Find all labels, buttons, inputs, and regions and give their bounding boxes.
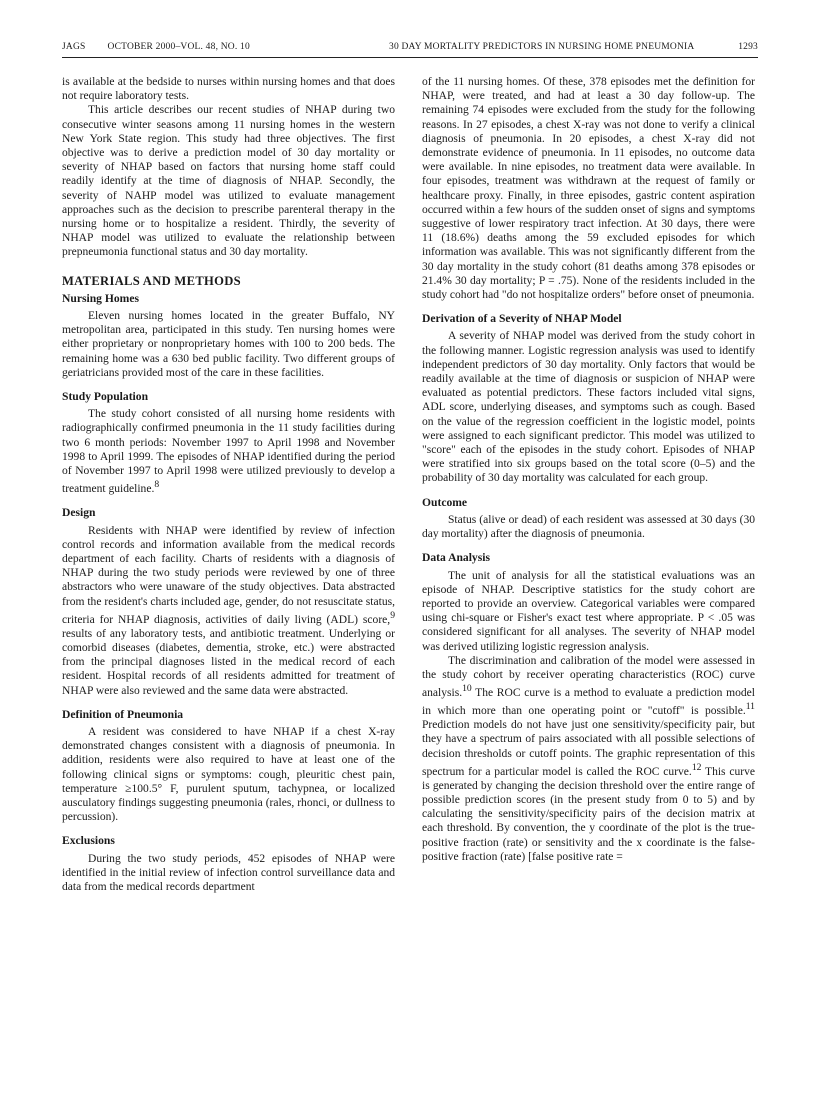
- subheading-data-analysis: Data Analysis: [422, 551, 490, 565]
- subheading-derivation: Derivation of a Severity of NHAP Model: [422, 312, 622, 326]
- header-rule: [62, 57, 758, 58]
- journal-name: JAGS: [62, 42, 86, 52]
- subheading-exclusions: Exclusions: [62, 834, 115, 848]
- left-column: [62, 75, 395, 894]
- paragraph-study-population: [62, 407, 395, 496]
- data-analysis-text-c: Prediction models do not have just one sensitivity/specificity pair, but they have a spectrum of pairs associated with all possible selections of decision thresholds or cutoff points. The graphic representation of this spectrum for a particular model is called the ROC curve.: [422, 719, 755, 778]
- study-population-text: The study cohort consisted of all nursing home residents with radiographically confirmed pneumonia in the 11 study facilities during two 6 month periods: November 1997 to April 1998 and November 1998 to April 1999. The episodes of NHAP identified during the period of November 1997 to April 1998 were utilized previously to develop a treatment guideline.: [62, 408, 395, 496]
- running-header: [62, 42, 758, 58]
- paragraph-data-analysis-1: The unit of analysis for all the statistical evaluations was an episode of NHAP. Descriptive statistics for the study cohort are reported to provide an overview. Categorical variables were compared using chi-square or Fisher's exact test where appropriate. P < .05 was considered significant for all analyses. The severity of NHAP model was derived utilizing logistic regression analysis.: [422, 569, 755, 653]
- subheading-outcome: Outcome: [422, 495, 468, 509]
- data-analysis-text-d: This curve is generated by changing the decision threshold over the entire range of possible prediction scores (in the present study from 0 to 5) and by calculating the sensitivity/specificity pairs of the decision matrix at each threshold. By convention, the y coordinate of the plot is the true-positive fraction (rate) or sensitivity and the x coordinate is the false-positive fraction (rate) [false positive rate =: [422, 765, 755, 863]
- citation-8: 8: [154, 479, 160, 491]
- subheading-design: Design: [62, 506, 96, 520]
- paragraph-derivation: A severity of NHAP model was derived from the study cohort in the following manner. Logistic regression analysis was used to identify independent predictors of 30 day mortality. Only factors that would be readily available at the time of diagnosis or suspicion of NHAP were evaluated as potential predictors. These factors included vital signs, ADL score, underlying diseases, and symptoms such as cough. Based on the value of the regression coefficient in the logistic model, points were assigned to each significant predictor. This model was utilized to "score" each of the episodes in the study cohort. Episodes of NHAP were stratified into six groups based on the total score (0–5) and the probability of 30 day mortality was calculated for each group.: [422, 330, 755, 485]
- design-text-a: Residents with NHAP were identified by review of infection control records and information available from the medical records department of each facility. Charts of residents with a diagnosis of NHAP during the two study periods were reviewed by one of three abstractors who were unaware of the study objectives. Data abstracted from the resident's charts included age, gender, do not resuscitate status, criteria for NHAP diagnosis, activities of daily living (ADL) score,: [62, 524, 395, 626]
- right-column: [422, 75, 755, 864]
- citation-10: 10: [462, 683, 472, 695]
- subheading-nursing-homes: Nursing Homes: [62, 291, 139, 305]
- running-title: 30 DAY MORTALITY PREDICTORS IN NURSING HOME PNEUMONIA: [389, 42, 695, 52]
- paragraph-data-analysis-2: [422, 654, 755, 864]
- data-analysis-text-b: The ROC curve is a method to evaluate a prediction model in which more than one operating point or "cutoff" is possible.: [422, 686, 755, 718]
- issue-info: OCTOBER 2000–VOL. 48, NO. 10: [107, 42, 250, 52]
- data-analysis-text-a: The discrimination and calibration of the model were assessed in the study cohort by receiver operating characteristics (ROC) curve analysis.: [422, 654, 755, 699]
- intro-paragraph-end: is available at the bedside to nurses within nursing homes and that does not require laboratory tests.: [62, 76, 395, 103]
- page-number: 1293: [738, 42, 758, 52]
- paragraph-outcome: Status (alive or dead) of each resident was assessed at 30 days (30 day mortality) after the diagnosis of pneumonia.: [422, 513, 755, 541]
- paragraph-exclusions-cont: of the 11 nursing homes. Of these, 378 episodes met the definition for NHAP, were treated, and had at least a 30 day follow-up. The remaining 74 episodes were excluded from the study for the following reasons. In 27 episodes, a chest X-ray was not done to verify a clinical diagnosis of pneumonia. In 20 episodes, a chest X-ray did not demonstrate evidence of pneumonia. In 11 episodes, no outcome data were available. In nine episodes, no treatment data were available. In four episodes, treatment was withdrawn at the request of family or healthcare proxy. Finally, in three episodes, gastric content aspiration occurred within a few hours of the sudden onset of signs and symptoms suggestive of lower respiratory tract infection. At 30 days, there were 11 (18.6%) deaths among the 59 excluded episodes for which information was available. This was not significantly different from the 30 day mortality in the study cohort (81 deaths among 378 episodes or 21.4% 30 day mortality; P = .75). None of the residents included in the study cohort had "do not hospitalize orders" before onset of pneumonia.: [422, 76, 755, 302]
- intro-paragraph-objectives: This article describes our recent studies of NHAP during two consecutive winter seasons among 11 nursing homes in the western New York State region. This study had three objectives. The first objective was to derive a prediction model of 30 day mortality or severity of NHAP based on factors that nursing home staff could readily identify at the time of diagnosis of NHAP. Secondly, the severity of NAHP model was utilized to evaluate management approaches such as the decision to prescribe parenteral therapy in the nursing home or to hospitalize a resident. Thirdly, the severity of NHAP model was utilized to evaluate the relationship between prepneumonia functional status and 30 day mortality.: [62, 104, 395, 259]
- citation-12: 12: [691, 761, 702, 773]
- design-text-b: results of any laboratory tests, and antibiotic treatment. Underlying or comorbid diseases (diabetes, dementia, stroke, etc.) were abstracted from the principal diagnoses listed in the medical record of each resident. Hospital records of all residents admitted for treatment of NHAP were also reviewed and the same data were abstracted.: [62, 627, 395, 697]
- subheading-study-population: Study Population: [62, 390, 149, 404]
- paragraph-exclusions-start: During the two study periods, 452 episodes of NHAP were identified in the initial review of infection control surveillance data and data from the medical records department: [62, 852, 395, 894]
- section-heading-methods: MATERIALS AND METHODS: [62, 273, 241, 288]
- citation-11: 11: [745, 701, 755, 713]
- header-left: [62, 42, 272, 52]
- paragraph-design: [62, 524, 395, 698]
- paragraph-definition: A resident was considered to have NHAP if a chest X-ray demonstrated changes consistent with a diagnosis of pneumonia. In addition, residents were also required to have at least one of the following clinical signs or symptoms: cough, pleuritic chest pain, temperature ≥100.5° F, purulent sputum, tachypnea, or localized ausculatory findings suggesting pneumonia (rales, rhonci, or dullness to percussion).: [62, 726, 395, 824]
- paragraph-nursing-homes: Eleven nursing homes located in the greater Buffalo, NY metropolitan area, participated in this study. Ten nursing homes were either proprietary or nonproprietary homes with 100 to 200 beds. The remaining home was a 630 bed public facility. Two different groups of geriatricians provided most of the care in these facilities.: [62, 310, 395, 379]
- subheading-definition-pneumonia: Definition of Pneumonia: [62, 707, 184, 721]
- citation-9: 9: [390, 609, 395, 621]
